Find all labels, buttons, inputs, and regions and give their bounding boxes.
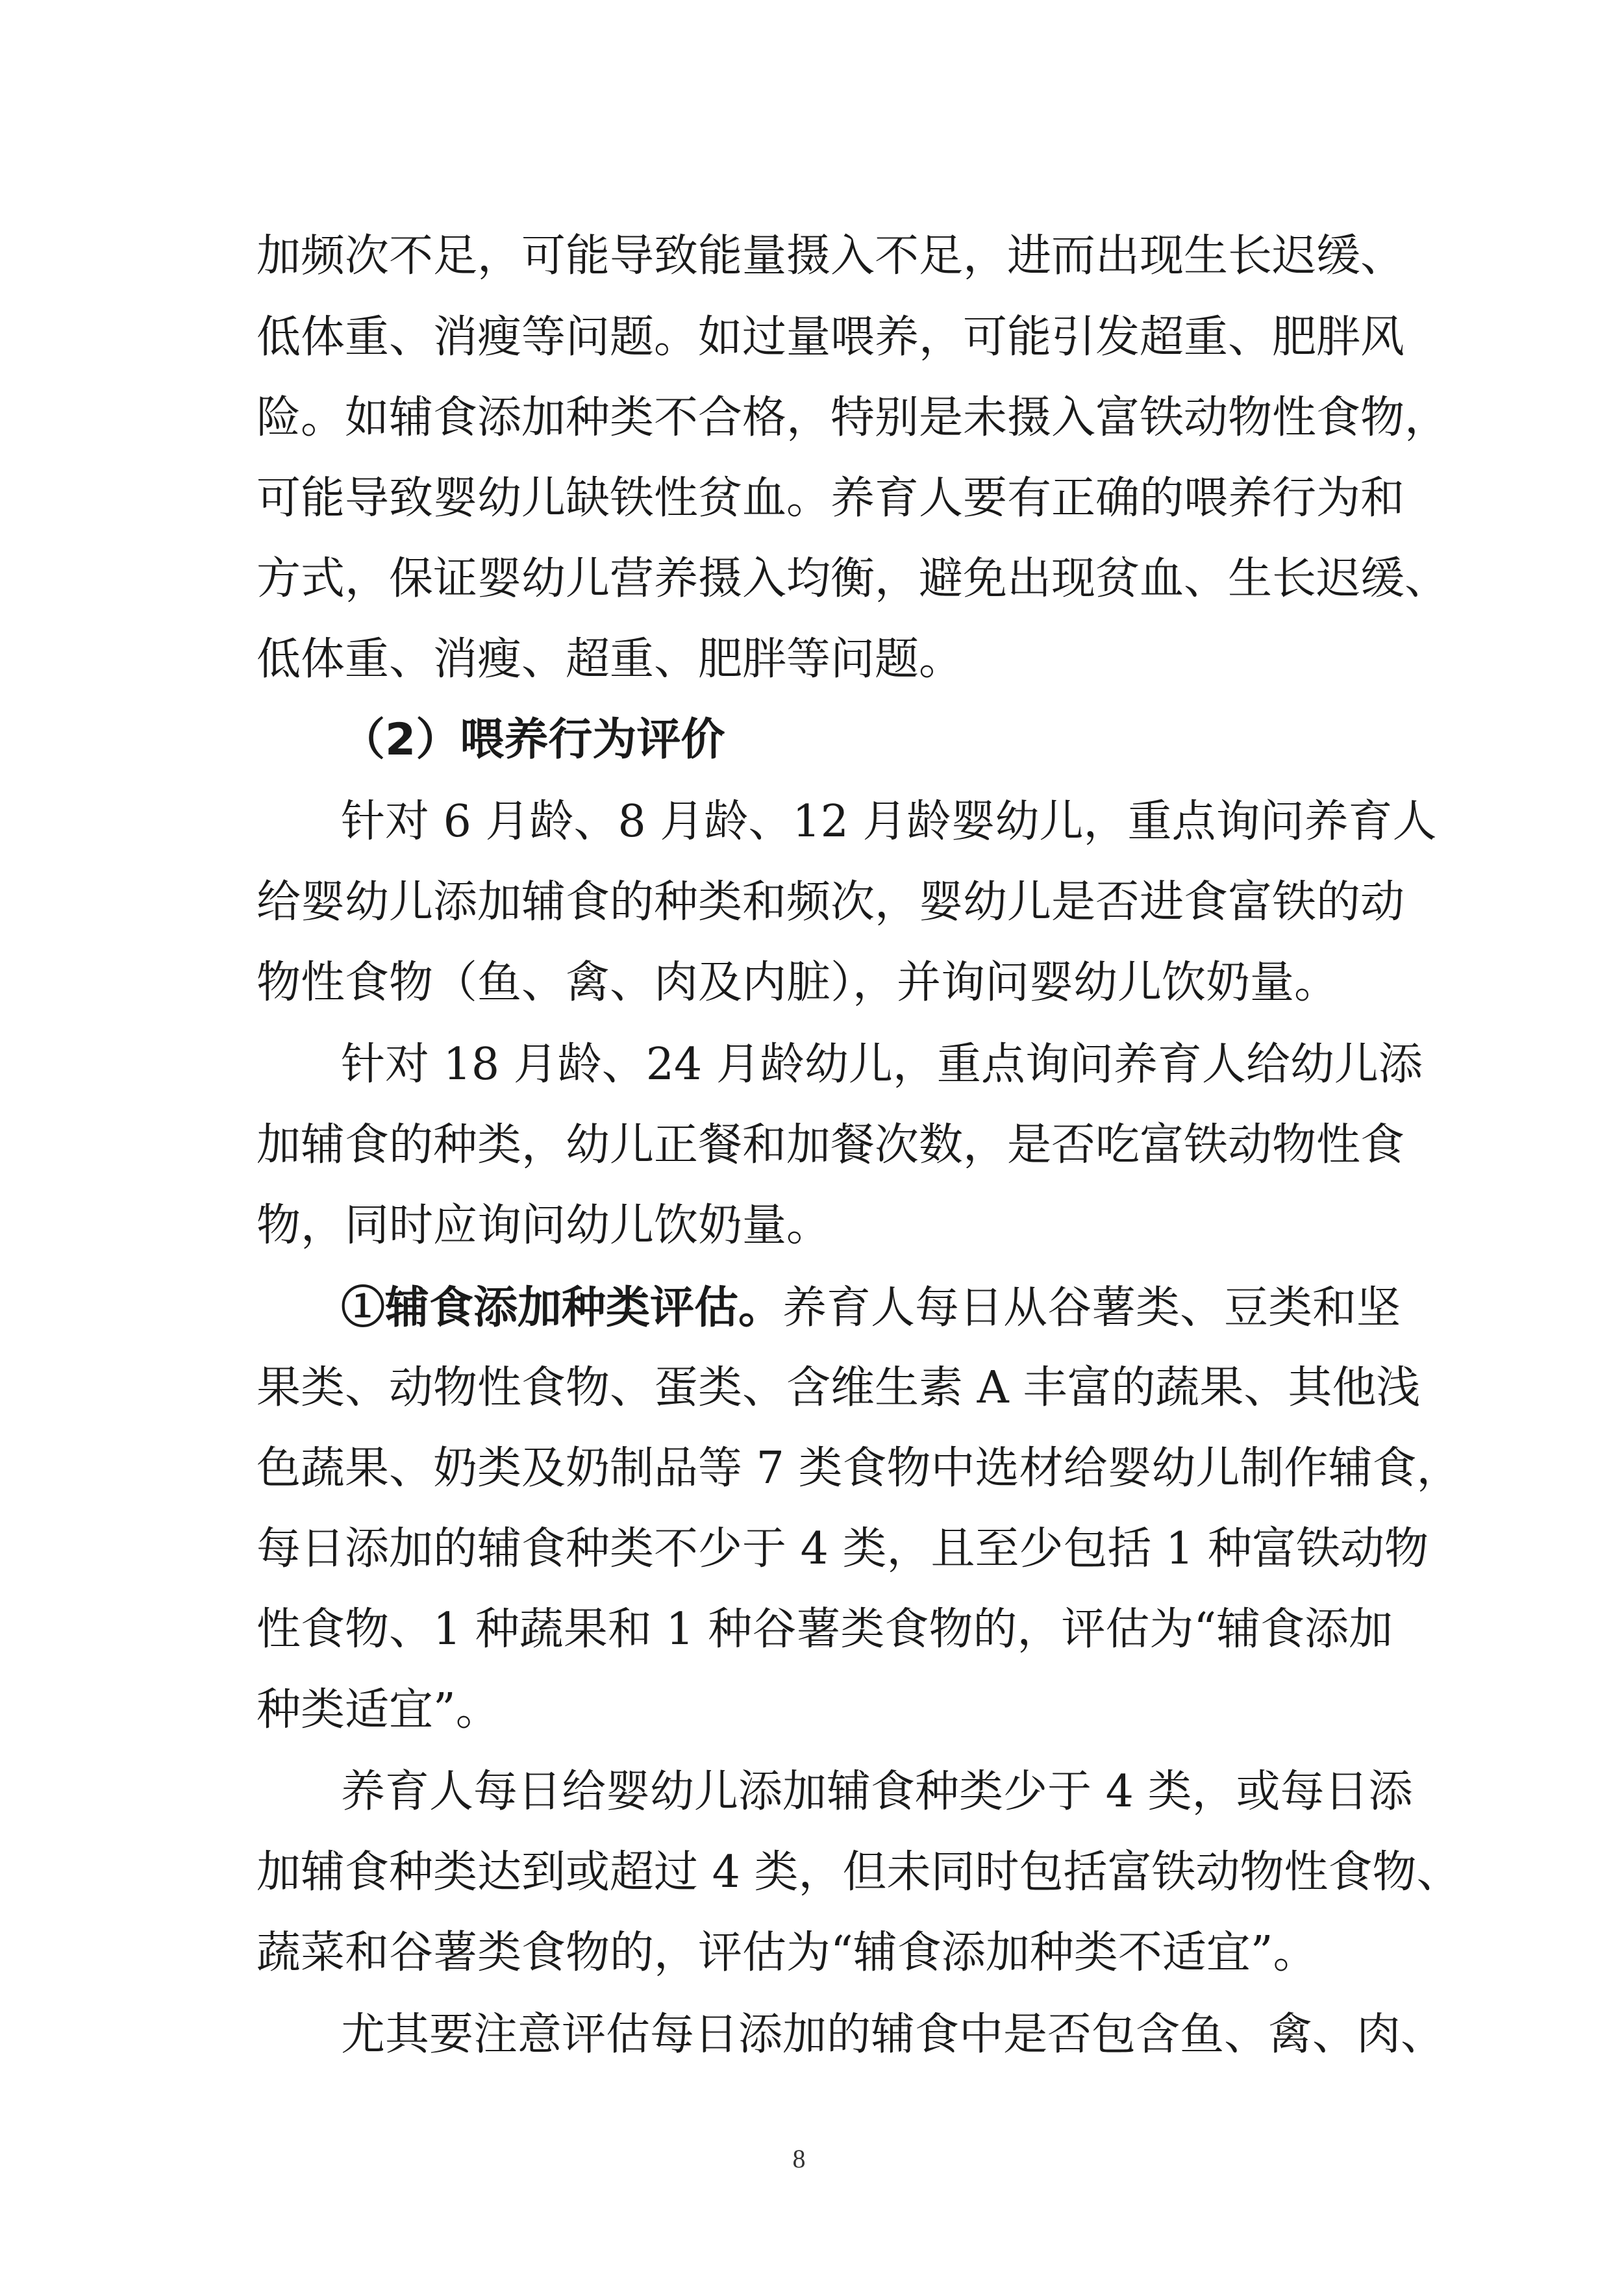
text-span: 养育人每日从谷薯类、豆类和坚 [782,1282,1401,1334]
text-line: 性食物、1 种蔬果和 1 种谷薯类食物的，评估为“辅食添加 [256,1604,1393,1655]
text-line: 针对 6 月龄、8 月龄、12 月龄婴幼儿，重点询问养育人 [341,796,1437,847]
text-line: 养育人每日给婴幼儿添加辅食种类少于 4 类，或每日添 [341,1766,1413,1817]
page-number: 8 [792,2144,806,2173]
text-line: 加辅食种类达到或超过 4 类，但未同时包括富铁动物性食物、 [256,1847,1461,1898]
text-line: 物，同时应询问幼儿饮奶量。 [256,1200,831,1251]
subsection-title: ①辅食添加种类评估。 [341,1282,783,1334]
text-line: 险。如辅食添加种类不合格，特别是未摄入富铁动物性食物， [256,392,1449,443]
text-line: 给婴幼儿添加辅食的种类和频次，婴幼儿是否进食富铁的动 [256,877,1405,928]
text-line: 蔬菜和谷薯类食物的，评估为“辅食添加种类不适宜”。 [256,1927,1317,1978]
section-heading: （2）喂养行为评价 [341,714,725,766]
text-line: 针对 18 月龄、24 月龄幼儿，重点询问养育人给幼儿添 [341,1039,1423,1090]
text-line: 低体重、消瘦、超重、肥胖等问题。 [256,634,964,685]
text-line: 种类适宜”。 [256,1684,500,1736]
text-line: 每日添加的辅食种类不少于 4 类，且至少包括 1 种富铁动物 [256,1523,1429,1575]
text-line: 物性食物（鱼、禽、肉及内脏），并询问婴幼儿饮奶量。 [256,957,1339,1008]
text-line [341,1275,1401,1341]
text-line: 加频次不足，可能导致能量摄入不足，进而出现生长迟缓、 [256,231,1405,282]
text-line: 尤其要注意评估每日添加的辅食中是否包含鱼、禽、肉、 [341,2009,1445,2060]
text-line: 色蔬果、奶类及奶制品等 7 类食物中选材给婴幼儿制作辅食， [256,1443,1461,1494]
text-line: 加辅食的种类，幼儿正餐和加餐次数，是否吃富铁动物性食 [256,1119,1405,1171]
text-line: 果类、动物性食物、蛋类、含维生素 A 丰富的蔬果、其他浅 [256,1362,1421,1414]
text-line: 可能导致婴幼儿缺铁性贫血。养育人要有正确的喂养行为和 [256,473,1405,524]
text-line: 方式，保证婴幼儿营养摄入均衡，避免出现贫血、生长迟缓、 [256,553,1449,605]
text-line: 低体重、消瘦等问题。如过量喂养，可能引发超重、肥胖风 [256,312,1405,363]
